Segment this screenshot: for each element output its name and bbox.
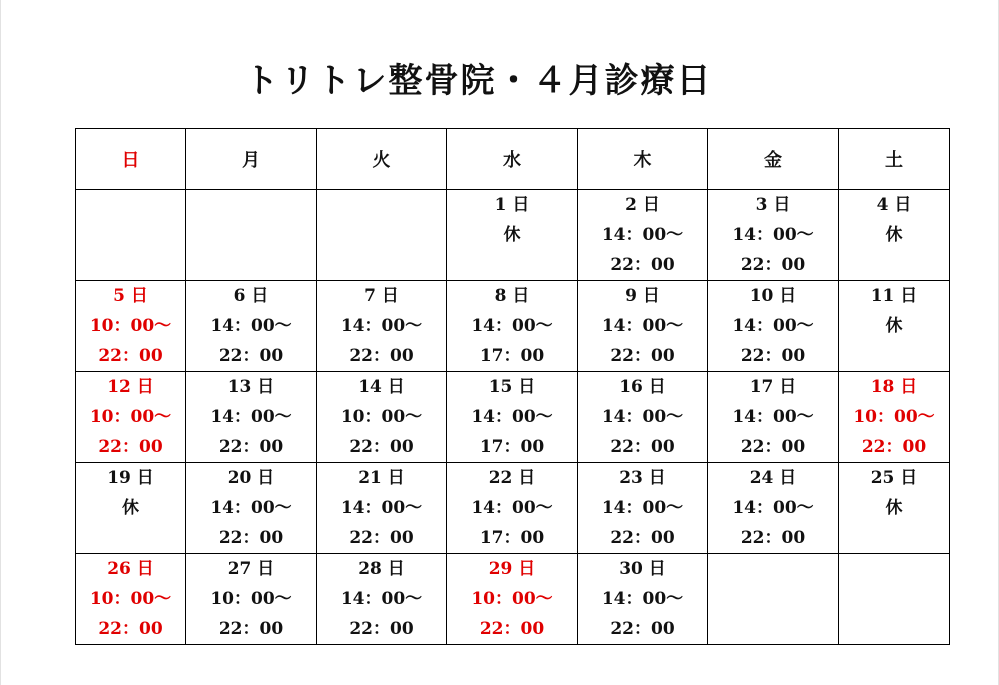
- day-number: 9 日: [625, 286, 660, 306]
- day-cell: [186, 554, 317, 645]
- day-number: 30 日: [619, 559, 666, 579]
- hours-line: 22：00: [349, 437, 414, 457]
- day-cell: [839, 372, 950, 463]
- hours-line: 10：00〜: [89, 407, 172, 427]
- empty-day-cell: [317, 190, 447, 281]
- hours-line: 17：00: [479, 437, 545, 457]
- day-cell: [76, 554, 186, 645]
- hours-line: 14：00〜: [732, 498, 814, 518]
- closed-label: 休: [122, 498, 139, 518]
- day-cell: [186, 281, 317, 372]
- day-cell: [839, 190, 950, 281]
- day-number: 29 日: [488, 559, 536, 579]
- day-cell: [447, 554, 578, 645]
- hours-line: 10：00〜: [89, 589, 172, 609]
- day-cell: [578, 190, 708, 281]
- weekday-header: 金: [708, 129, 839, 190]
- closed-label: 休: [885, 225, 903, 245]
- weekday-header: 火: [317, 129, 447, 190]
- hours-line: 10：00〜: [340, 407, 423, 427]
- hours-line: 22：00: [610, 346, 675, 366]
- closed-label: 休: [885, 316, 903, 336]
- day-number: 27 日: [227, 559, 275, 579]
- day-number: 8 日: [494, 286, 530, 306]
- page-title: トリトレ整骨院・４月診療日: [244, 61, 713, 101]
- day-number: 17 日: [749, 377, 797, 397]
- hours-line: 14：00〜: [601, 589, 684, 609]
- day-cell: [447, 281, 578, 372]
- hours-line: 22：00: [610, 255, 675, 275]
- day-number: 24 日: [749, 468, 797, 488]
- hours-line: 14：00〜: [601, 407, 684, 427]
- day-cell: [317, 463, 447, 554]
- weekday-header: 土: [839, 129, 950, 190]
- week-row: [76, 372, 950, 463]
- day-cell: [578, 281, 708, 372]
- day-cell: [708, 463, 839, 554]
- hours-line: 10：00〜: [853, 407, 935, 427]
- day-number: 2 日: [625, 195, 660, 215]
- hours-line: 22：00: [740, 346, 806, 366]
- day-cell: [76, 372, 186, 463]
- hours-line: 22：00: [349, 528, 414, 548]
- day-cell: [708, 372, 839, 463]
- day-number: 1 日: [494, 195, 530, 215]
- day-number: 10 日: [749, 286, 797, 306]
- hours-line: 10：00〜: [210, 589, 292, 609]
- hours-line: 14：00〜: [471, 407, 553, 427]
- empty-day-cell: [186, 190, 317, 281]
- hours-line: 22：00: [740, 437, 806, 457]
- day-cell: [578, 463, 708, 554]
- hours-line: 14：00〜: [210, 316, 292, 336]
- day-number: 7 日: [364, 286, 399, 306]
- empty-day-cell: [76, 190, 186, 281]
- hours-line: 10：00〜: [89, 316, 172, 336]
- day-number: 20 日: [227, 468, 275, 488]
- hours-line: 14：00〜: [732, 316, 814, 336]
- hours-line: 22：00: [610, 528, 675, 548]
- weekday-header: 月: [186, 129, 317, 190]
- day-number: 14 日: [358, 377, 405, 397]
- hours-line: 10：00〜: [471, 589, 553, 609]
- hours-line: 22：00: [740, 255, 806, 275]
- day-number: 23 日: [619, 468, 666, 488]
- calendar-table: [75, 128, 950, 645]
- day-cell: [186, 463, 317, 554]
- hours-line: 22：00: [218, 528, 284, 548]
- hours-line: 14：00〜: [471, 498, 553, 518]
- weekday-header: 木: [578, 129, 708, 190]
- day-cell: [447, 372, 578, 463]
- day-cell: [186, 372, 317, 463]
- hours-line: 14：00〜: [471, 316, 553, 336]
- hours-line: 14：00〜: [340, 498, 423, 518]
- week-row: [76, 463, 950, 554]
- day-cell: [578, 372, 708, 463]
- hours-line: 17：00: [479, 346, 545, 366]
- day-cell: [578, 554, 708, 645]
- day-number: 6 日: [233, 286, 269, 306]
- day-cell: [447, 463, 578, 554]
- day-cell: [447, 190, 578, 281]
- day-cell: [839, 281, 950, 372]
- hours-line: 14：00〜: [601, 498, 684, 518]
- day-number: 13 日: [227, 377, 275, 397]
- day-number: 19 日: [107, 468, 154, 488]
- day-cell: [317, 281, 447, 372]
- day-cell: [76, 281, 186, 372]
- hours-line: 14：00〜: [732, 407, 814, 427]
- day-cell: [317, 554, 447, 645]
- hours-line: 14：00〜: [601, 225, 684, 245]
- hours-line: 22：00: [861, 437, 927, 457]
- hours-line: 22：00: [479, 619, 545, 639]
- calendar-body: [76, 190, 950, 645]
- day-number: 4 日: [876, 195, 912, 215]
- empty-day-cell: [708, 554, 839, 645]
- hours-line: 22：00: [349, 619, 414, 639]
- day-number: 16 日: [619, 377, 666, 397]
- hours-line: 14：00〜: [210, 407, 292, 427]
- hours-line: 17：00: [479, 528, 545, 548]
- hours-line: 22：00: [98, 619, 163, 639]
- day-number: 28 日: [358, 559, 405, 579]
- day-number: 5 日: [113, 286, 148, 306]
- weekday-header: 日: [76, 129, 186, 190]
- day-cell: [839, 463, 950, 554]
- closed-label: 休: [503, 225, 521, 245]
- hours-line: 22：00: [218, 619, 284, 639]
- week-row: [76, 281, 950, 372]
- day-cell: [708, 281, 839, 372]
- hours-line: 22：00: [349, 346, 414, 366]
- day-number: 11 日: [870, 286, 918, 306]
- day-number: 22 日: [488, 468, 536, 488]
- day-number: 15 日: [488, 377, 536, 397]
- day-number: 12 日: [107, 377, 154, 397]
- week-row: [76, 554, 950, 645]
- day-number: 25 日: [870, 468, 918, 488]
- hours-line: 14：00〜: [732, 225, 814, 245]
- day-cell: [317, 372, 447, 463]
- hours-line: 22：00: [218, 346, 284, 366]
- hours-line: 22：00: [610, 437, 675, 457]
- weekday-header-row: [76, 129, 950, 190]
- hours-line: 22：00: [610, 619, 675, 639]
- day-number: 26 日: [107, 559, 154, 579]
- day-cell: [76, 463, 186, 554]
- hours-line: 22：00: [740, 528, 806, 548]
- closed-label: 休: [885, 498, 903, 518]
- day-cell: [708, 190, 839, 281]
- hours-line: 14：00〜: [210, 498, 292, 518]
- day-number: 21 日: [358, 468, 405, 488]
- hours-line: 14：00〜: [601, 316, 684, 336]
- day-number: 3 日: [755, 195, 791, 215]
- hours-line: 22：00: [98, 437, 163, 457]
- hours-line: 22：00: [218, 437, 284, 457]
- weekday-header: 水: [447, 129, 578, 190]
- hours-line: 14：00〜: [340, 589, 423, 609]
- day-number: 18 日: [870, 377, 918, 397]
- empty-day-cell: [839, 554, 950, 645]
- hours-line: 22：00: [98, 346, 163, 366]
- week-row: [76, 190, 950, 281]
- hours-line: 14：00〜: [340, 316, 423, 336]
